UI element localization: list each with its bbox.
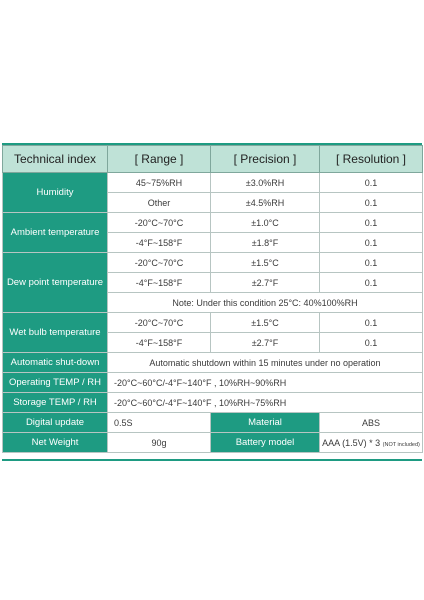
storage-temp-rh-label: Storage TEMP / RH (3, 393, 108, 413)
digital-update-value: 0.5S (108, 413, 211, 433)
range-cell: -20°C~70°C (108, 213, 211, 233)
header-precision: [ Precision ] (211, 146, 320, 173)
automatic-shutdown-label: Automatic shut-down (3, 353, 108, 373)
net-weight-label: Net Weight (3, 433, 108, 453)
range-cell: 45~75%RH (108, 173, 211, 193)
range-cell: -20°C~70°C (108, 253, 211, 273)
precision-cell: ±1.0°C (211, 213, 320, 233)
resolution-cell: 0.1 (320, 273, 423, 293)
resolution-cell: 0.1 (320, 193, 423, 213)
precision-cell: ±3.0%RH (211, 173, 320, 193)
table-row (3, 393, 423, 413)
table-row (3, 213, 423, 233)
table-row (3, 353, 423, 373)
dew-point-temperature-label: Dew point temperature (3, 253, 108, 313)
header-technical-index: Technical index (3, 146, 108, 173)
digital-update-label: Digital update (3, 413, 108, 433)
resolution-cell: 0.1 (320, 333, 423, 353)
table-row (3, 433, 423, 453)
precision-cell: ±2.7°F (211, 333, 320, 353)
header-resolution: [ Resolution ] (320, 146, 423, 173)
storage-temp-rh-value: -20°C~60°C/-4°F~140°F , 10%RH~75%RH (108, 393, 423, 413)
material-value: ABS (320, 413, 423, 433)
range-cell: -4°F~158°F (108, 273, 211, 293)
precision-cell: ±1.5°C (211, 253, 320, 273)
table-row (3, 313, 423, 333)
table-row (3, 253, 423, 273)
spec-table (2, 145, 423, 453)
battery-model-text: AAA (1.5V) * 3 (322, 437, 381, 448)
resolution-cell: 0.1 (320, 233, 423, 253)
precision-cell: ±2.7°F (211, 273, 320, 293)
ambient-temperature-label: Ambient temperature (3, 213, 108, 253)
operating-temp-rh-label: Operating TEMP / RH (3, 373, 108, 393)
range-cell: -20°C~70°C (108, 313, 211, 333)
header-range: [ Range ] (108, 146, 211, 173)
header-row (3, 146, 423, 173)
range-cell: Other (108, 193, 211, 213)
bottom-rule (2, 459, 422, 461)
precision-cell: ±1.5°C (211, 313, 320, 333)
resolution-cell: 0.1 (320, 173, 423, 193)
precision-cell: ±1.8°F (211, 233, 320, 253)
resolution-cell: 0.1 (320, 313, 423, 333)
table-row (3, 413, 423, 433)
resolution-cell: 0.1 (320, 213, 423, 233)
material-label: Material (211, 413, 320, 433)
humidity-label: Humidity (3, 173, 108, 213)
battery-model-value (320, 433, 423, 453)
automatic-shutdown-value: Automatic shutdown within 15 minutes under no operation (108, 353, 423, 373)
precision-cell: ±4.5%RH (211, 193, 320, 213)
battery-model-label: Battery model (211, 433, 320, 453)
range-cell: -4°F~158°F (108, 233, 211, 253)
wet-bulb-temperature-label: Wet bulb temperature (3, 313, 108, 353)
operating-temp-rh-value: -20°C~60°C/-4°F~140°F , 10%RH~90%RH (108, 373, 423, 393)
table-row (3, 173, 423, 193)
resolution-cell: 0.1 (320, 253, 423, 273)
range-cell: -4°F~158°F (108, 333, 211, 353)
table-row (3, 373, 423, 393)
dew-point-note: Note: Under this condition 25°C: 40%100%RH (108, 293, 423, 313)
net-weight-value: 90g (108, 433, 211, 453)
battery-not-included-note: (NOT included) (382, 441, 420, 448)
